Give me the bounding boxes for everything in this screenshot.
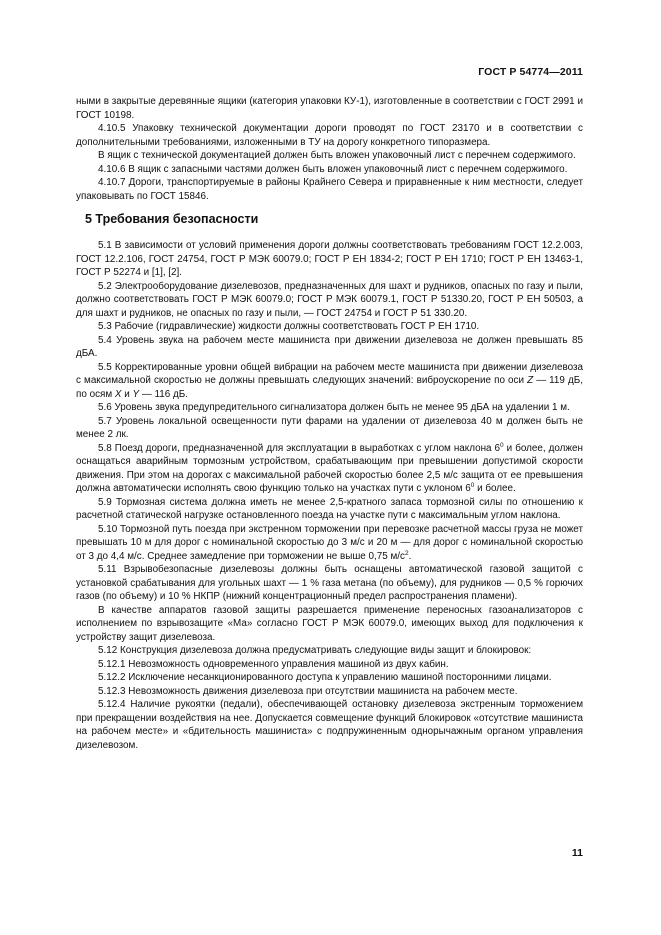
paragraph-5-12-1: 5.12.1 Невозможность одновременного управления машиной из двух кабин. (98, 658, 449, 670)
standard-header: ГОСТ Р 54774—2011 (478, 66, 583, 78)
degree-superscript: 0 (500, 441, 504, 449)
paragraph-5-10 (76, 523, 583, 564)
text-span: . (408, 550, 412, 562)
paragraph-5-9: 5.9 Тормозная система должна иметь не менее 2,5-кратного запаса тормозной силы по отношению к расчетной статической нагрузке остановленного поезда на участке пути с максимальным углом наклона. (76, 496, 583, 521)
axis-z: Z (527, 375, 534, 386)
paragraph-5-3: 5.3 Рабочие (гидравлические) жидкости должны соответствовать ГОСТ Р ЕН 1710. (98, 321, 480, 332)
text-span: 5.5 Корректированные уровни общей вибрации на рабочем месте машиниста при движении дизелевоза с максимальной скоростью не должны превышать следующих значений: виброускорение по оси (76, 361, 583, 386)
text-span: и (121, 388, 133, 400)
paragraph-4-10-5: 4.10.5 Упаковку технической документации дороги проводят по ГОСТ 23170 и в соответствии с дополнительными требованиями, изложенными в ТУ на дорогу конкретного типоразмера. (76, 123, 583, 148)
paragraph-4-10-7: 4.10.7 Дороги, транспортируемые в районы Крайнего Севера и приравненные к ним местности, следует упаковывать по ГОСТ 15846. (76, 177, 583, 202)
paragraph-4-10-6: 4.10.6 В ящик с запасными частями должен быть вложен упаковочный лист с перечнем содержимого. (98, 163, 568, 175)
text-span: и более, должен оснащаться аварийным тормозным устройством, срабатывающим при превышении допустимой скорости движения. При этом на дорогах с максимальной рабочей скоростью более 2,5 м/с защита от ее превышения должна автоматически исполнять свою функцию только на участках пути с уклоном 6 (76, 442, 583, 494)
paragraph-5-12-4: 5.12.4 Наличие рукоятки (педали), обеспечивающей остановку дизелевоза экстренным торможением при прекращении воздействия на нее. Допускается совмещение функций блокировок «отсутствие машиниста на рабочем месте» и «бдительность машиниста» с подпружиненным однорычажным органом управления дизелевозом. (76, 699, 583, 751)
paragraph-5-12-3: 5.12.3 Невозможность движения дизелевоза при отсутствии машиниста на рабочем месте. (98, 685, 518, 697)
power-superscript: 2 (404, 549, 409, 557)
paragraph-4-10-5-note: В ящик с технической документацией должен быть вложен упаковочный лист с перечнем содержимого. (98, 150, 576, 161)
paragraph-continuation: ными в закрытые деревянные ящики (категория упаковки КУ-1), изготовленные в соответствии с ГОСТ 2991 и ГОСТ 10198. (76, 96, 583, 121)
paragraph-5-12-2: 5.12.2 Исключение несанкционированного доступа к управлению машиной посторонними лицами. (98, 672, 552, 683)
text-span: — 119 дБ, по осям (76, 375, 583, 400)
paragraph-5-2: 5.2 Электрооборудование дизелевозов, предназначенных для шахт и рудников, опасных по газу и пыли, должно соответствовать ГОСТ Р МЭК 60079.0; ГОСТ Р МЭК 60079.1, ГОСТ Р 51330.20, ГОСТ Р ЕН 50503, а для шахт и рудников, не опасных по газу и пыли, — ГОСТ 24754 и ГОСТ Р 51 330.20. (76, 280, 583, 319)
document-body (76, 95, 583, 752)
text-span: 5.10 Тормозной путь поезда при экстренном торможении при перевозке расчетной массы груза не может превышать 10 м для дорог с номинальной скоростью до 3 м/с и 20 м — для дорог с номинальной скоростью от 3 до 4,4 м/с. Среднее замедление при торможении не выше 0,75 м/с (76, 523, 583, 562)
paragraph-5-6: 5.6 Уровень звука предупредительного сигнализатора должен быть не менее 95 дБА на удалении 1 м. (98, 402, 570, 413)
text-span: 5.8 Поезд дороги, предназначенной для эксплуатации в выработках с углом наклона 6 (98, 442, 501, 454)
paragraph-5-11: 5.11 Взрывобезопасные дизелевозы должны быть оснащены автоматической газовой защитой с установкой срабатывания для угольных шахт — 1 % газа метана (по объему), для рудников — 0,5 % горючих газов (по объему) и 10 % НКПР (нижний концентрационный предел распространения пламени). (76, 564, 583, 602)
paragraph-5-7: 5.7 Уровень локальной освещенности пути фарами на удалении от дизелевоза 40 м должен быть не менее 2 лк. (76, 415, 583, 440)
page-number: 11 (571, 847, 583, 859)
paragraph-5-11-note: В качестве аппаратов газовой защиты разрешается применение переносных газоанализаторов с исполнением по взрывозащите «Ма» согласно ГОСТ Р МЭК 60079.0, имеющих выход для подключения к устройству защит дизелевоза. (76, 604, 583, 643)
paragraph-5-4: 5.4 Уровень звука на рабочем месте машиниста при движении дизелевоза не должен превышать 85 дБА. (76, 334, 583, 359)
paragraph-5-12: 5.12 Конструкция дизелевоза должна предусматривать следующие виды защит и блокировок: (98, 645, 532, 656)
text-span: и более. (474, 483, 516, 494)
paragraph-5-5 (76, 361, 583, 402)
axis-x: X (114, 388, 122, 400)
text-span: — 116 дБ. (139, 388, 188, 400)
section-heading: 5 Требования безопасности (85, 212, 259, 226)
paragraph-5-1: 5.1 В зависимости от условий применения дороги должны соответствовать требованиям ГОСТ 12.2.003, ГОСТ 12.2.106, ГОСТ 24754, ГОСТ Р МЭК 60079.0; ГОСТ Р ЕН 1834-2; ГОСТ Р ЕН 1710; ГОСТ Р ЕН 13463-1, ГОСТ Р 52274 и [1], [2]. (76, 240, 583, 278)
paragraph-5-8 (76, 442, 583, 496)
degree-superscript: 0 (470, 482, 475, 489)
axis-y: Y (132, 388, 140, 400)
